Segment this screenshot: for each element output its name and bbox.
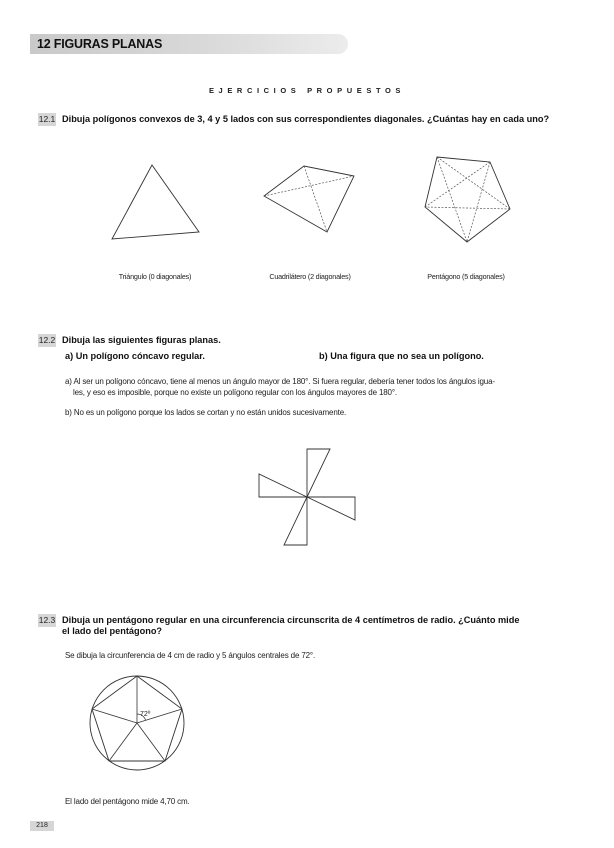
answer-intro: Se dibuja la circunferencia de 4 cm de radio y 5 ángulos centrales de 72°. bbox=[65, 651, 316, 660]
exercise-number-badge: 12.3 bbox=[38, 615, 56, 625]
exercise-question: Dibuja polígonos convexos de 3, 4 y 5 lados con sus correspondientes diagonales. ¿Cuántas hay en cada uno? bbox=[62, 114, 550, 124]
central-angle-label: 72º bbox=[140, 711, 151, 718]
exercise-question: Dibuja las siguientes figuras planas. bbox=[62, 335, 221, 345]
pentagon-caption: Pentágono (5 diagonales) bbox=[427, 272, 505, 281]
answer-result: El lado del pentágono mide 4,70 cm. bbox=[65, 797, 190, 806]
exercise-question-line-2: el lado del pentágono? bbox=[62, 626, 163, 636]
exercise-part-b: b) Una figura que no sea un polígono. bbox=[319, 351, 484, 361]
exercise-question-line-1: Dibuja un pentágono regular en una circunferencia circunscrita de 4 centímetros de radio. ¿Cuánto mide bbox=[62, 615, 520, 625]
exercise-part-a: a) Un polígono cóncavo regular. bbox=[65, 351, 205, 361]
exercise-number-badge: 12.1 bbox=[38, 114, 56, 124]
answer-a-line-2: les, y eso es imposible, porque no existe un polígono regular con los ángulos mayores de 180°. bbox=[73, 388, 397, 397]
page-number: 218 bbox=[30, 821, 54, 831]
answer-a-line-1: a) Al ser un polígono cóncavo, tiene al menos un ángulo mayor de 180°. Si fuera regular, debería tener todos los ángulos igua- bbox=[65, 377, 495, 386]
exercise-number-badge: 12.2 bbox=[38, 335, 56, 345]
answer-b: b) No es un polígono porque los lados se cortan y no están unidos sucesivamente. bbox=[65, 408, 347, 417]
section-heading: EJERCICIOS PROPUESTOS bbox=[208, 86, 406, 95]
chapter-title: 12 FIGURAS PLANAS bbox=[37, 37, 163, 51]
quadrilateral-caption: Cuadrilátero (2 diagonales) bbox=[269, 272, 351, 281]
triangle-caption: Triángulo (0 diagonales) bbox=[118, 272, 192, 281]
